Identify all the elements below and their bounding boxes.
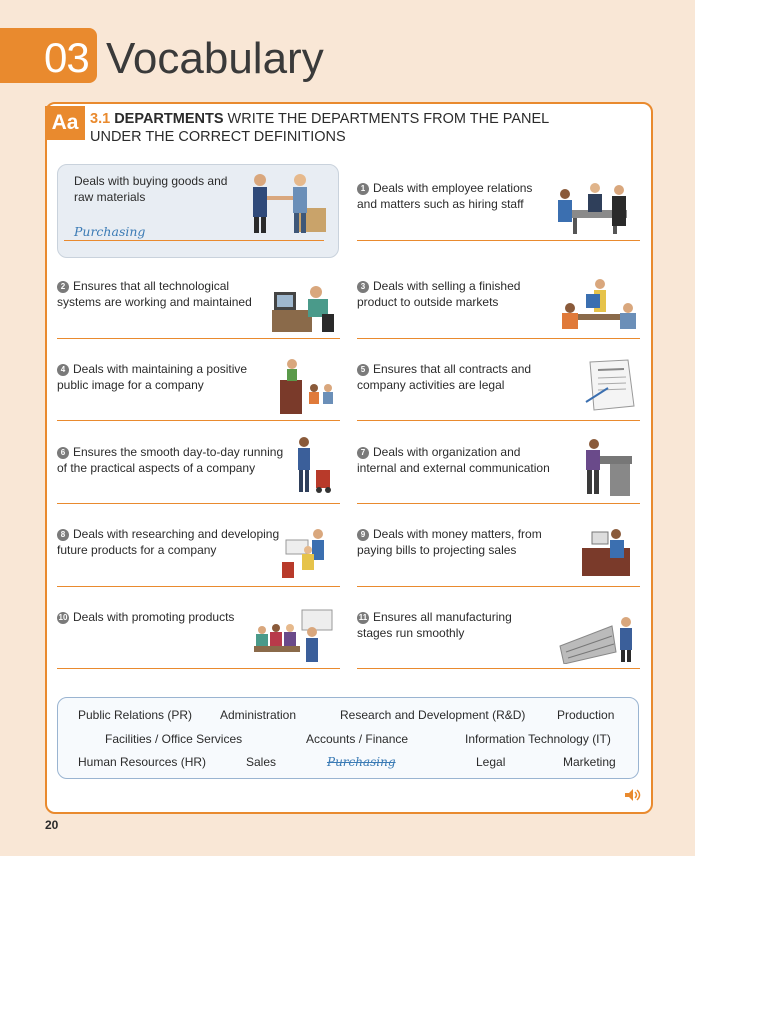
definition-line-1: Ensures that all technological	[73, 279, 230, 293]
handshake-illustration	[248, 172, 328, 236]
panel-word-used: Purchasing	[327, 755, 396, 769]
example-definition	[74, 173, 227, 205]
example-answer: Purchasing	[74, 224, 146, 239]
panel-word: Information Technology (IT)	[465, 732, 611, 746]
item-number-badge: 6	[57, 447, 69, 459]
page-number: 20	[45, 818, 59, 832]
exercise-badge: Aa	[45, 106, 85, 140]
chapter-title: Vocabulary	[106, 34, 324, 83]
definition-line-1: Deals with researching and developing	[73, 527, 280, 541]
audio-icon[interactable]	[624, 788, 642, 802]
definition-line-1: Ensures the smooth day-to-day running	[73, 445, 284, 459]
definition-item	[357, 609, 512, 641]
definition-line-2: of the practical aspects of a company	[57, 461, 256, 475]
definition-line-2: systems are working and maintained	[57, 295, 252, 309]
definition-item	[57, 361, 247, 393]
panel-word: Research and Development (R&D)	[340, 708, 526, 722]
research-lab-illustration	[280, 526, 332, 582]
definition-line-1: Ensures all manufacturing	[373, 610, 512, 624]
definition-item	[57, 609, 234, 625]
office-desk-illustration	[582, 436, 634, 498]
meeting-illustration	[553, 180, 637, 236]
panel-word: Public Relations (PR)	[78, 708, 193, 722]
item-number-badge: 9	[357, 529, 369, 541]
definition-line-1: Ensures that all contracts and	[373, 362, 532, 376]
definition-item	[57, 444, 283, 476]
public-speaker-illustration	[278, 358, 338, 416]
chapter-number: 03	[44, 34, 89, 81]
item-number-badge: 10	[58, 613, 68, 622]
exercise-instruction-2: UNDER THE CORRECT DEFINITIONS	[90, 129, 346, 145]
item-number-badge: 11	[358, 613, 368, 622]
definition-item	[357, 444, 550, 476]
item-number-badge: 1	[357, 183, 369, 195]
exercise-instruction-1: WRITE THE DEPARTMENTS FROM THE PANEL	[227, 111, 550, 127]
item-number-badge: 2	[57, 281, 69, 293]
definition-line-2: future products for a company	[57, 543, 217, 557]
definition-line-2: and matters such as hiring staff	[357, 197, 524, 211]
item-number-badge: 8	[57, 529, 69, 541]
panel-word: Accounts / Finance	[306, 732, 409, 746]
definition-item	[357, 361, 531, 393]
contract-document-icon	[584, 358, 638, 416]
definition-item	[357, 526, 542, 558]
exercise-header	[90, 110, 610, 146]
panel-word: Marketing	[563, 755, 616, 769]
definition-line-1: Deals with organization and	[373, 445, 521, 459]
example-answer-line	[64, 240, 324, 241]
answer-line[interactable]	[57, 668, 340, 669]
answer-line[interactable]	[57, 338, 340, 339]
sales-presentation-illustration	[556, 278, 640, 334]
panel-word: Administration	[220, 708, 297, 722]
definition-item	[357, 180, 532, 212]
answer-line[interactable]	[357, 420, 640, 421]
answer-line[interactable]	[357, 586, 640, 587]
definition-line-2: internal and external communication	[357, 461, 550, 475]
answer-line[interactable]	[357, 338, 640, 339]
answer-line[interactable]	[57, 586, 340, 587]
panel-word: Production	[557, 708, 615, 722]
definition-line-1: Deals with selling a finished	[373, 279, 521, 293]
definition-line-2: public image for a company	[57, 378, 204, 392]
definition-line-2: stages run smoothly	[357, 626, 465, 640]
panel-word: Facilities / Office Services	[105, 732, 243, 746]
definition-item	[57, 278, 252, 310]
definition-line-2: paying bills to projecting sales	[357, 543, 517, 557]
panel-word: Legal	[476, 755, 506, 769]
answer-line[interactable]	[57, 420, 340, 421]
factory-machine-illustration	[556, 606, 638, 664]
definition-item	[357, 278, 520, 310]
exercise-topic: DEPARTMENTS	[114, 111, 224, 127]
cleaner-illustration	[292, 436, 334, 498]
item-number-badge: 7	[357, 447, 369, 459]
item-number-badge: 4	[57, 364, 69, 376]
example-line-1: Deals with buying goods and	[74, 174, 228, 188]
definition-line-2: product to outside markets	[357, 295, 499, 309]
definition-line-1: Deals with employee relations	[373, 181, 533, 195]
example-line-2: raw materials	[74, 190, 146, 204]
definition-line-1: Deals with maintaining a positive	[73, 362, 248, 376]
definition-line-1: Deals with money matters, from	[373, 527, 542, 541]
item-number-badge: 5	[357, 364, 369, 376]
computer-technician-illustration	[270, 284, 340, 334]
definition-line-2: company activities are legal	[357, 378, 505, 392]
marketing-meeting-illustration	[252, 606, 338, 664]
accountant-illustration	[580, 526, 632, 582]
answer-line[interactable]	[357, 503, 640, 504]
panel-word: Sales	[246, 755, 277, 769]
definition-line-1: Deals with promoting products	[73, 610, 235, 624]
answer-line[interactable]	[357, 240, 640, 241]
answer-line[interactable]	[57, 503, 340, 504]
exercise-number: 3.1	[90, 111, 111, 127]
answer-line[interactable]	[357, 668, 640, 669]
panel-word: Human Resources (HR)	[78, 755, 207, 769]
definition-item	[57, 526, 279, 558]
item-number-badge: 3	[357, 281, 369, 293]
